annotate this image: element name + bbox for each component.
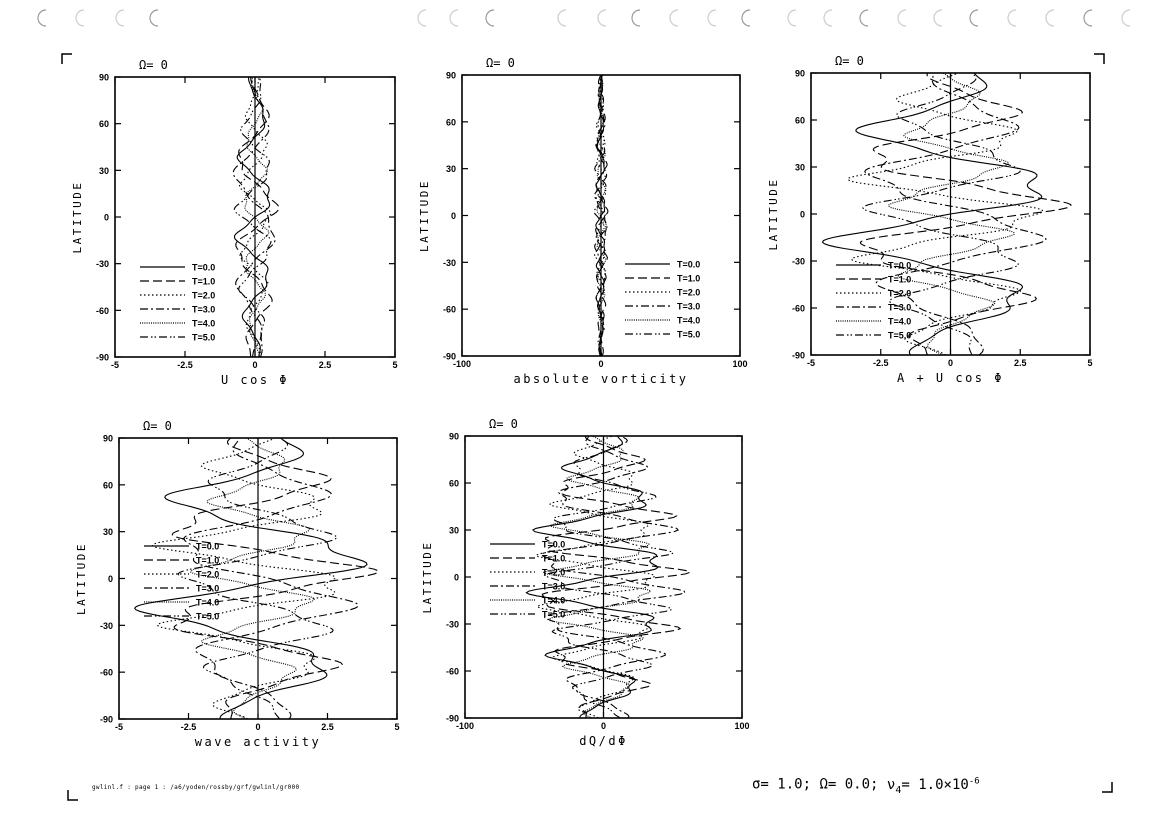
legend-label: T=1.0 — [196, 555, 220, 566]
x-tick-label: -100 — [452, 359, 472, 369]
x-tick-label: 100 — [732, 359, 748, 369]
binder-hole — [1008, 10, 1016, 26]
chart-panel-3 — [767, 54, 1093, 385]
series-group — [135, 438, 378, 719]
legend-label: T=5.0 — [192, 332, 216, 343]
legend-label: T=0.0 — [196, 541, 220, 552]
legend-label: T=3.0 — [196, 583, 220, 594]
series-line — [848, 73, 1043, 355]
y-axis-label: LATITUDE — [75, 542, 88, 615]
series-line — [823, 73, 1042, 355]
binder-hole — [450, 10, 458, 26]
y-tick-label: -60 — [99, 667, 113, 678]
legend-label: T=4.0 — [542, 595, 566, 606]
legend-label: T=5.0 — [542, 609, 566, 620]
legend-label: T=2.0 — [677, 287, 701, 298]
x-tick-label: -5 — [110, 360, 120, 370]
binder-hole — [742, 10, 750, 26]
series-line — [865, 73, 1046, 355]
series-line — [135, 438, 367, 719]
footer-path: gwlinl.f : page 1 : /a6/yoden/rossby/grf/gwlinl/gr000 — [92, 784, 300, 791]
legend — [836, 261, 911, 341]
series-group — [823, 73, 1071, 355]
y-tick-label: 90 — [448, 431, 459, 442]
legend-label: T=3.0 — [192, 304, 216, 315]
legend-label: T=0.0 — [192, 262, 216, 273]
y-tick-label: 30 — [445, 164, 456, 175]
y-axis-label: LATITUDE — [418, 179, 431, 252]
y-tick-label: 0 — [799, 209, 805, 220]
y-tick-label: 60 — [794, 115, 805, 126]
x-tick-label: -100 — [455, 721, 475, 731]
y-tick-label: 30 — [448, 525, 459, 536]
y-tick-label: -90 — [791, 350, 805, 361]
y-tick-label: -60 — [445, 666, 459, 677]
binder-hole — [1122, 10, 1130, 26]
x-tick-label: 2.5 — [1013, 358, 1027, 368]
legend-label: T=2.0 — [888, 288, 912, 299]
y-tick-label: 30 — [102, 527, 113, 538]
chart-title: Ω= 0 — [486, 56, 515, 70]
y-tick-label: 60 — [448, 478, 459, 489]
y-tick-label: 0 — [453, 572, 459, 583]
x-axis-label: wave activity — [194, 735, 322, 749]
legend-label: T=5.0 — [677, 329, 701, 340]
y-tick-label: -90 — [95, 352, 109, 363]
x-axis-label: U cos Φ — [220, 373, 290, 387]
legend-label: T=2.0 — [192, 290, 216, 301]
x-tick-label: -2.5 — [872, 358, 889, 368]
binder-hole-marks — [38, 10, 1130, 26]
chart-panel-4 — [75, 419, 400, 749]
y-tick-label: 0 — [107, 574, 113, 584]
chart-title: Ω= 0 — [489, 417, 518, 431]
y-tick-label: -90 — [445, 713, 459, 724]
param-sigma: σ= 1.0; — [752, 776, 812, 793]
x-axis-label: absolute vorticity — [513, 372, 689, 386]
binder-hole — [934, 10, 942, 26]
legend-label: T=1.0 — [677, 273, 701, 284]
y-axis-label: LATITUDE — [767, 177, 780, 251]
y-tick-label: 90 — [794, 68, 805, 79]
x-tick-label: 2.5 — [321, 722, 334, 732]
binder-hole — [150, 10, 158, 26]
x-tick-label: -2.5 — [177, 360, 193, 370]
legend-label: T=4.0 — [677, 315, 701, 326]
legend-label: T=5.0 — [888, 330, 912, 341]
binder-hole — [116, 10, 124, 26]
x-tick-label: 5 — [1087, 358, 1093, 368]
legend — [144, 542, 219, 622]
legend-label: T=2.0 — [196, 569, 220, 580]
y-tick-label: -30 — [99, 620, 113, 631]
x-tick-label: 0 — [600, 721, 607, 731]
y-axis-label: LATITUDE — [71, 180, 84, 254]
y-tick-label: 30 — [794, 162, 805, 173]
x-tick-label: 0 — [255, 722, 261, 732]
y-tick-label: -30 — [445, 619, 459, 630]
x-tick-label: 5 — [392, 360, 398, 370]
y-tick-label: -60 — [95, 305, 109, 316]
chart-title: Ω= 0 — [139, 58, 168, 72]
series-line — [152, 438, 335, 719]
binder-hole — [38, 10, 46, 26]
y-tick-label: 90 — [98, 72, 109, 83]
footer-parameters — [752, 776, 980, 795]
y-tick-label: 60 — [445, 117, 456, 128]
legend-label: T=4.0 — [196, 597, 220, 608]
binder-hole — [486, 10, 494, 26]
legend-label: T=4.0 — [888, 316, 912, 327]
series-group — [233, 77, 279, 357]
legend-label: T=2.0 — [542, 567, 566, 578]
chart-title: Ω= 0 — [143, 419, 172, 433]
chart-panel-2 — [418, 56, 748, 386]
crop-mark-bottom-left — [68, 790, 78, 800]
binder-hole — [598, 10, 606, 26]
legend-label: T=0.0 — [542, 539, 566, 550]
y-tick-label: 30 — [98, 165, 109, 176]
legend-label: T=3.0 — [542, 581, 566, 592]
legend-label: T=4.0 — [192, 318, 216, 329]
y-tick-label: -90 — [442, 351, 456, 362]
binder-hole — [970, 10, 978, 26]
legend-label: T=0.0 — [888, 260, 912, 271]
x-tick-label: -5 — [114, 722, 124, 732]
y-tick-label: -30 — [95, 259, 109, 270]
legend-label: T=1.0 — [888, 274, 912, 285]
chart-title: Ω= 0 — [835, 54, 864, 68]
crop-mark-top-right — [1094, 54, 1104, 64]
y-tick-label: -30 — [791, 256, 805, 267]
legend — [140, 263, 215, 343]
x-tick-label: 0 — [252, 360, 258, 370]
x-axis-label: dQ/dΦ — [579, 734, 628, 748]
x-tick-label: 0 — [947, 358, 954, 368]
legend-label: T=1.0 — [192, 276, 216, 287]
binder-hole — [418, 10, 426, 26]
x-tick-label: 5 — [394, 722, 400, 732]
binder-hole — [708, 10, 716, 26]
y-axis-label: LATITUDE — [421, 540, 434, 614]
x-tick-label: 2.5 — [318, 360, 332, 370]
chart-panel-1 — [71, 58, 398, 387]
binder-hole — [824, 10, 832, 26]
legend — [625, 260, 700, 340]
chart-panel-5 — [421, 417, 750, 748]
x-axis-label: A + U cos Φ — [897, 371, 1004, 385]
binder-hole — [898, 10, 906, 26]
param-omega: Ω= 0.0; — [819, 776, 879, 793]
crop-mark-top-left — [62, 54, 72, 64]
y-tick-label: -30 — [442, 257, 456, 268]
binder-hole — [632, 10, 640, 26]
x-tick-label: -2.5 — [180, 722, 197, 732]
y-tick-label: 0 — [103, 212, 109, 223]
binder-hole — [1084, 10, 1092, 26]
binder-hole — [788, 10, 796, 26]
binder-hole — [76, 10, 84, 26]
legend-label: T=5.0 — [196, 611, 220, 622]
x-tick-label: 0 — [598, 359, 604, 369]
legend-label: T=0.0 — [677, 259, 701, 270]
x-tick-label: -5 — [806, 358, 816, 368]
x-tick-label: 100 — [734, 721, 750, 731]
y-tick-label: -60 — [442, 304, 456, 315]
legend-label: T=1.0 — [542, 553, 566, 564]
binder-hole — [860, 10, 868, 26]
y-tick-label: 60 — [102, 480, 113, 491]
y-tick-label: 90 — [102, 433, 113, 444]
param-nu: $\nu_4= 1.0\times 10^{-6}$ — [886, 776, 980, 796]
legend-label: T=3.0 — [677, 301, 701, 312]
y-tick-label: 60 — [98, 119, 109, 130]
legend-label: T=3.0 — [888, 302, 912, 313]
crop-mark-bottom-right — [1102, 782, 1112, 792]
series-line — [860, 73, 1071, 355]
y-tick-label: -60 — [791, 303, 805, 314]
y-tick-label: 90 — [445, 70, 456, 81]
y-tick-label: -90 — [99, 714, 113, 725]
binder-hole — [558, 10, 566, 26]
binder-hole — [670, 10, 678, 26]
y-tick-label: 0 — [450, 211, 456, 221]
binder-hole — [1046, 10, 1054, 26]
